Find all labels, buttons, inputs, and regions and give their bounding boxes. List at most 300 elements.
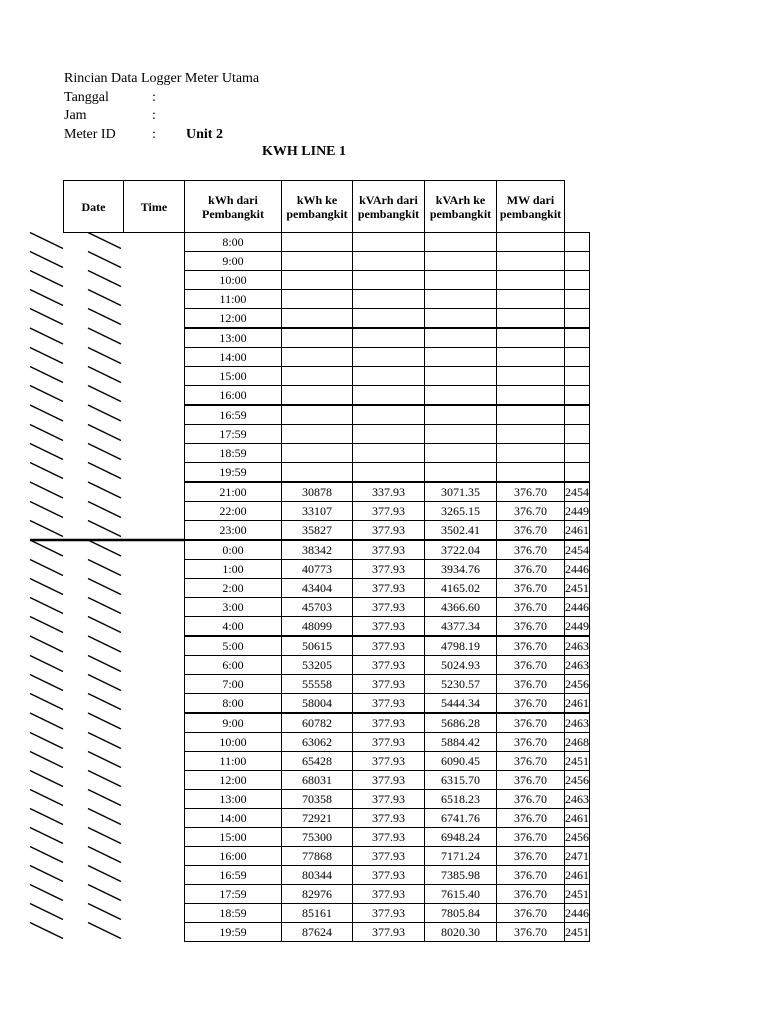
kvarh-ke-cell: 376.70	[497, 656, 565, 675]
kwh-dari-cell: 75300	[282, 828, 353, 847]
kvarh-ke-cell	[497, 463, 565, 483]
table-row	[64, 309, 590, 329]
kvarh-dari-cell: 5230.57	[425, 675, 497, 694]
kvarh-dari-cell	[425, 290, 497, 309]
kwh-ke-cell: 377.93	[353, 809, 425, 828]
kvarh-dari-cell: 5686.28	[425, 713, 497, 733]
kvarh-ke-cell: 376.70	[497, 560, 565, 579]
kwh-ke-cell	[353, 290, 425, 309]
kwh-dari-cell: 82976	[282, 885, 353, 904]
mw-dari-cell: 2446	[565, 598, 590, 617]
time-cell: 8:00	[185, 233, 282, 252]
date-cell	[64, 656, 124, 675]
date-slash-mark	[30, 828, 63, 844]
date-cell	[124, 444, 185, 463]
kvarh-ke-cell: 376.70	[497, 675, 565, 694]
table-row	[64, 502, 590, 521]
kwh-ke-cell: 377.93	[353, 694, 425, 714]
table-row	[64, 656, 590, 675]
kvarh-dari-cell: 3722.04	[425, 540, 497, 560]
date-cell	[124, 752, 185, 771]
table-row	[64, 828, 590, 847]
kvarh-dari-cell: 4798.19	[425, 636, 497, 656]
kvarh-ke-cell: 376.70	[497, 809, 565, 828]
kwh-ke-cell: 377.93	[353, 752, 425, 771]
time-cell: 13:00	[185, 790, 282, 809]
time-cell: 12:00	[185, 771, 282, 790]
mw-dari-cell: 2463	[565, 790, 590, 809]
table-row	[64, 252, 590, 271]
kvarh-dari-cell: 3502.41	[425, 521, 497, 541]
date-slash-mark	[30, 713, 63, 729]
kwh-ke-cell	[353, 328, 425, 348]
kvarh-dari-cell: 3265.15	[425, 502, 497, 521]
table-row	[64, 675, 590, 694]
mw-dari-cell: 2468	[565, 733, 590, 752]
kvarh-dari-cell: 4377.34	[425, 617, 497, 637]
mw-dari-cell	[565, 444, 590, 463]
time-cell: 19:59	[185, 463, 282, 483]
date-cell	[64, 579, 124, 598]
field-label: Meter ID	[64, 127, 116, 142]
kwh-dari-cell: 33107	[282, 502, 353, 521]
mw-dari-cell: 2454	[565, 482, 590, 502]
mw-dari-cell	[565, 425, 590, 444]
mw-dari-cell	[565, 290, 590, 309]
date-slash-mark	[30, 847, 63, 863]
kvarh-ke-cell	[497, 233, 565, 252]
date-cell	[124, 252, 185, 271]
date-cell	[124, 540, 185, 560]
kwh-ke-cell	[353, 386, 425, 406]
date-cell	[124, 771, 185, 790]
date-cell	[124, 233, 185, 252]
kvarh-ke-cell: 376.70	[497, 866, 565, 885]
kvarh-ke-cell: 376.70	[497, 598, 565, 617]
kwh-dari-cell: 80344	[282, 866, 353, 885]
kvarh-ke-cell: 376.70	[497, 733, 565, 752]
date-cell	[64, 752, 124, 771]
date-cell	[64, 444, 124, 463]
table-row	[64, 847, 590, 866]
time-cell: 16:00	[185, 386, 282, 406]
mw-dari-cell: 2449	[565, 502, 590, 521]
kwh-ke-cell: 377.93	[353, 656, 425, 675]
table-row	[64, 425, 590, 444]
time-cell: 23:00	[185, 521, 282, 541]
date-cell	[124, 828, 185, 847]
time-cell: 10:00	[185, 271, 282, 290]
date-slash-mark	[30, 290, 63, 306]
table-row	[64, 290, 590, 309]
time-cell: 2:00	[185, 579, 282, 598]
kwh-ke-cell: 377.93	[353, 904, 425, 923]
mw-dari-cell	[565, 309, 590, 329]
time-cell: 9:00	[185, 252, 282, 271]
field-colon: :	[152, 108, 156, 123]
table-row	[64, 752, 590, 771]
mw-dari-cell	[565, 348, 590, 367]
kwh-dari-cell: 65428	[282, 752, 353, 771]
kvarh-dari-cell	[425, 386, 497, 406]
date-slash-mark	[30, 694, 63, 710]
kvarh-dari-cell: 5024.93	[425, 656, 497, 675]
table-row	[64, 233, 590, 252]
date-slash-mark	[30, 579, 63, 595]
mw-dari-cell	[565, 233, 590, 252]
kwh-ke-cell: 377.93	[353, 579, 425, 598]
mw-dari-cell: 2456	[565, 828, 590, 847]
date-cell	[64, 713, 124, 733]
field-colon: :	[152, 127, 156, 142]
kwh-dari-cell: 63062	[282, 733, 353, 752]
date-cell	[64, 636, 124, 656]
kwh-dari-cell	[282, 328, 353, 348]
kwh-ke-cell: 377.93	[353, 675, 425, 694]
date-cell	[124, 482, 185, 502]
table-row	[64, 405, 590, 425]
kvarh-ke-cell: 376.70	[497, 521, 565, 541]
table-header-row	[64, 181, 590, 233]
table-row	[64, 386, 590, 406]
date-cell	[124, 636, 185, 656]
kwh-dari-cell: 68031	[282, 771, 353, 790]
kwh-ke-cell: 377.93	[353, 540, 425, 560]
date-slash-mark	[30, 425, 63, 441]
kwh-ke-cell	[353, 233, 425, 252]
kwh-dari-cell: 55558	[282, 675, 353, 694]
date-cell	[124, 790, 185, 809]
kvarh-ke-cell: 376.70	[497, 579, 565, 598]
kwh-ke-cell: 377.93	[353, 828, 425, 847]
kvarh-ke-cell	[497, 444, 565, 463]
time-cell: 13:00	[185, 328, 282, 348]
column-header-text: kWh dari Pembangkit	[201, 192, 264, 221]
kwh-ke-cell: 377.93	[353, 502, 425, 521]
column-header	[497, 181, 565, 233]
kvarh-dari-cell: 3934.76	[425, 560, 497, 579]
date-slash-mark	[30, 790, 63, 806]
kvarh-ke-cell: 376.70	[497, 790, 565, 809]
kwh-dari-cell	[282, 233, 353, 252]
date-cell	[64, 675, 124, 694]
time-cell: 6:00	[185, 656, 282, 675]
kvarh-dari-cell	[425, 444, 497, 463]
date-cell	[124, 425, 185, 444]
column-header	[425, 181, 497, 233]
kwh-dari-cell: 38342	[282, 540, 353, 560]
date-cell	[64, 348, 124, 367]
kvarh-dari-cell	[425, 252, 497, 271]
kvarh-dari-cell	[425, 309, 497, 329]
date-slash-mark	[30, 233, 63, 249]
date-slash-mark	[30, 463, 63, 479]
date-cell	[124, 463, 185, 483]
date-cell	[124, 367, 185, 386]
date-cell	[64, 828, 124, 847]
kvarh-ke-cell: 376.70	[497, 617, 565, 637]
mw-dari-cell: 2454	[565, 540, 590, 560]
table-row	[64, 540, 590, 560]
kwh-dari-cell	[282, 367, 353, 386]
column-header	[185, 181, 282, 233]
date-slash-mark	[30, 598, 63, 614]
mw-dari-cell: 2449	[565, 617, 590, 637]
time-cell: 8:00	[185, 694, 282, 714]
kwh-dari-cell: 53205	[282, 656, 353, 675]
kwh-ke-cell: 377.93	[353, 771, 425, 790]
kvarh-dari-cell	[425, 367, 497, 386]
kvarh-ke-cell: 376.70	[497, 847, 565, 866]
kvarh-dari-cell: 5444.34	[425, 694, 497, 714]
date-cell	[64, 463, 124, 483]
time-cell: 11:00	[185, 290, 282, 309]
mw-dari-cell	[565, 367, 590, 386]
kvarh-ke-cell: 376.70	[497, 904, 565, 923]
kwh-dari-cell	[282, 463, 353, 483]
kvarh-ke-cell	[497, 367, 565, 386]
kvarh-ke-cell: 376.70	[497, 713, 565, 733]
time-cell: 15:00	[185, 367, 282, 386]
kwh-ke-cell	[353, 367, 425, 386]
date-cell	[64, 367, 124, 386]
kvarh-ke-cell	[497, 405, 565, 425]
time-cell: 1:00	[185, 560, 282, 579]
date-cell	[64, 809, 124, 828]
date-cell	[124, 904, 185, 923]
kwh-ke-cell	[353, 425, 425, 444]
date-cell	[124, 809, 185, 828]
kvarh-ke-cell: 376.70	[497, 752, 565, 771]
date-cell	[124, 271, 185, 290]
kwh-dari-cell	[282, 386, 353, 406]
kwh-ke-cell: 377.93	[353, 617, 425, 637]
mw-dari-cell: 2451	[565, 752, 590, 771]
date-cell	[64, 309, 124, 329]
mw-dari-cell: 2463	[565, 656, 590, 675]
kwh-ke-cell	[353, 252, 425, 271]
time-cell: 17:59	[185, 425, 282, 444]
table-row	[64, 367, 590, 386]
kwh-ke-cell: 337.93	[353, 482, 425, 502]
date-cell	[64, 290, 124, 309]
kwh-dari-cell: 30878	[282, 482, 353, 502]
time-cell: 14:00	[185, 809, 282, 828]
kvarh-ke-cell	[497, 386, 565, 406]
field-label: Tanggal	[64, 90, 109, 105]
date-cell	[124, 617, 185, 637]
mw-dari-cell: 2461	[565, 809, 590, 828]
table-row	[64, 885, 590, 904]
date-cell	[124, 521, 185, 541]
mw-dari-cell: 2461	[565, 521, 590, 541]
date-slash-mark	[30, 752, 63, 768]
table-row	[64, 713, 590, 733]
date-cell	[64, 560, 124, 579]
time-cell: 10:00	[185, 733, 282, 752]
kwh-dari-cell: 87624	[282, 923, 353, 942]
kvarh-dari-cell	[425, 271, 497, 290]
kwh-ke-cell: 377.93	[353, 790, 425, 809]
kwh-dari-cell: 43404	[282, 579, 353, 598]
date-cell	[64, 502, 124, 521]
time-cell: 15:00	[185, 828, 282, 847]
time-cell: 3:00	[185, 598, 282, 617]
mw-dari-cell: 2446	[565, 904, 590, 923]
time-cell: 18:59	[185, 444, 282, 463]
date-slash-mark	[30, 560, 63, 576]
mw-dari-cell: 2461	[565, 866, 590, 885]
date-cell	[124, 560, 185, 579]
kvarh-ke-cell	[497, 271, 565, 290]
kwh-ke-cell: 377.93	[353, 866, 425, 885]
kvarh-ke-cell: 376.70	[497, 828, 565, 847]
table-row	[64, 809, 590, 828]
date-cell	[64, 521, 124, 541]
table-row	[64, 348, 590, 367]
kvarh-dari-cell: 6518.23	[425, 790, 497, 809]
kvarh-ke-cell	[497, 348, 565, 367]
date-cell	[64, 847, 124, 866]
kwh-dari-cell: 72921	[282, 809, 353, 828]
date-cell	[64, 617, 124, 637]
date-slash-mark	[30, 809, 63, 825]
column-header-text: kWh ke pembangkit	[286, 192, 348, 221]
kwh-dari-cell: 60782	[282, 713, 353, 733]
kvarh-ke-cell: 376.70	[497, 694, 565, 714]
kvarh-ke-cell: 376.70	[497, 923, 565, 942]
date-cell	[64, 771, 124, 790]
table-row	[64, 771, 590, 790]
date-cell	[64, 598, 124, 617]
kwh-dari-cell: 45703	[282, 598, 353, 617]
kwh-dari-cell	[282, 348, 353, 367]
kwh-ke-cell: 377.93	[353, 923, 425, 942]
date-cell	[124, 675, 185, 694]
kvarh-dari-cell: 6315.70	[425, 771, 497, 790]
mw-dari-cell	[565, 386, 590, 406]
table-row	[64, 694, 590, 714]
table-row	[64, 617, 590, 637]
kwh-ke-cell	[353, 463, 425, 483]
date-slash-mark	[30, 521, 63, 537]
kwh-dari-cell	[282, 425, 353, 444]
time-cell: 7:00	[185, 675, 282, 694]
table-row	[64, 598, 590, 617]
mw-dari-cell: 2463	[565, 713, 590, 733]
date-cell	[64, 233, 124, 252]
kwh-ke-cell	[353, 309, 425, 329]
mw-dari-cell: 2471	[565, 847, 590, 866]
time-cell: 18:59	[185, 904, 282, 923]
kwh-dari-cell: 40773	[282, 560, 353, 579]
table-row	[64, 579, 590, 598]
field-label: Jam	[64, 108, 87, 123]
kvarh-dari-cell: 7385.98	[425, 866, 497, 885]
date-cell	[124, 348, 185, 367]
date-slash-mark	[30, 904, 63, 920]
mw-dari-cell	[565, 405, 590, 425]
date-slash-mark	[30, 405, 63, 421]
time-cell: 4:00	[185, 617, 282, 637]
date-slash-mark	[30, 502, 63, 518]
date-cell	[64, 252, 124, 271]
column-header: Date	[64, 181, 124, 233]
kvarh-dari-cell: 6948.24	[425, 828, 497, 847]
kvarh-dari-cell: 6741.76	[425, 809, 497, 828]
kvarh-dari-cell: 4165.02	[425, 579, 497, 598]
kwh-ke-cell: 377.93	[353, 521, 425, 541]
kvarh-dari-cell: 7615.40	[425, 885, 497, 904]
kvarh-dari-cell: 6090.45	[425, 752, 497, 771]
date-slash-mark	[30, 367, 63, 383]
table-row	[64, 866, 590, 885]
mw-dari-cell: 2463	[565, 636, 590, 656]
kwh-ke-cell: 377.93	[353, 636, 425, 656]
table-row	[64, 521, 590, 541]
date-slash-mark	[30, 328, 63, 344]
kwh-ke-cell: 377.93	[353, 847, 425, 866]
table-row	[64, 733, 590, 752]
kwh-dari-cell: 85161	[282, 904, 353, 923]
date-slash-mark	[30, 733, 63, 749]
section-title: KWH LINE 1	[262, 144, 347, 159]
table-row	[64, 328, 590, 348]
kvarh-dari-cell: 8020.30	[425, 923, 497, 942]
kwh-ke-cell: 377.93	[353, 560, 425, 579]
time-cell: 22:00	[185, 502, 282, 521]
date-cell	[124, 598, 185, 617]
date-cell	[124, 923, 185, 942]
date-cell	[124, 328, 185, 348]
kvarh-ke-cell: 376.70	[497, 885, 565, 904]
table-row	[64, 444, 590, 463]
date-slash-mark	[30, 866, 63, 882]
kvarh-dari-cell	[425, 233, 497, 252]
date-slash-mark	[30, 386, 63, 402]
table-row	[64, 482, 590, 502]
kvarh-dari-cell: 7805.84	[425, 904, 497, 923]
kvarh-dari-cell: 5884.42	[425, 733, 497, 752]
table-row	[64, 560, 590, 579]
mw-dari-cell	[565, 252, 590, 271]
kwh-dari-cell	[282, 309, 353, 329]
date-cell	[124, 713, 185, 733]
time-cell: 14:00	[185, 348, 282, 367]
date-cell	[124, 866, 185, 885]
date-cell	[64, 885, 124, 904]
date-cell	[124, 656, 185, 675]
date-cell	[64, 923, 124, 942]
date-slash-mark	[30, 309, 63, 325]
table-body	[64, 233, 590, 942]
kvarh-dari-cell: 4366.60	[425, 598, 497, 617]
date-cell	[124, 309, 185, 329]
time-cell: 16:00	[185, 847, 282, 866]
date-slash-mark	[30, 771, 63, 787]
kwh-ke-cell: 377.93	[353, 598, 425, 617]
field-colon: :	[152, 90, 156, 105]
table-row	[64, 904, 590, 923]
kvarh-ke-cell: 376.70	[497, 540, 565, 560]
kwh-ke-cell: 377.93	[353, 713, 425, 733]
column-header-text: kVArh dari pembangkit	[357, 192, 420, 221]
date-cell	[64, 540, 124, 560]
column-header	[282, 181, 353, 233]
kwh-ke-cell	[353, 444, 425, 463]
date-slash-mark	[30, 675, 63, 691]
time-cell: 19:59	[185, 923, 282, 942]
